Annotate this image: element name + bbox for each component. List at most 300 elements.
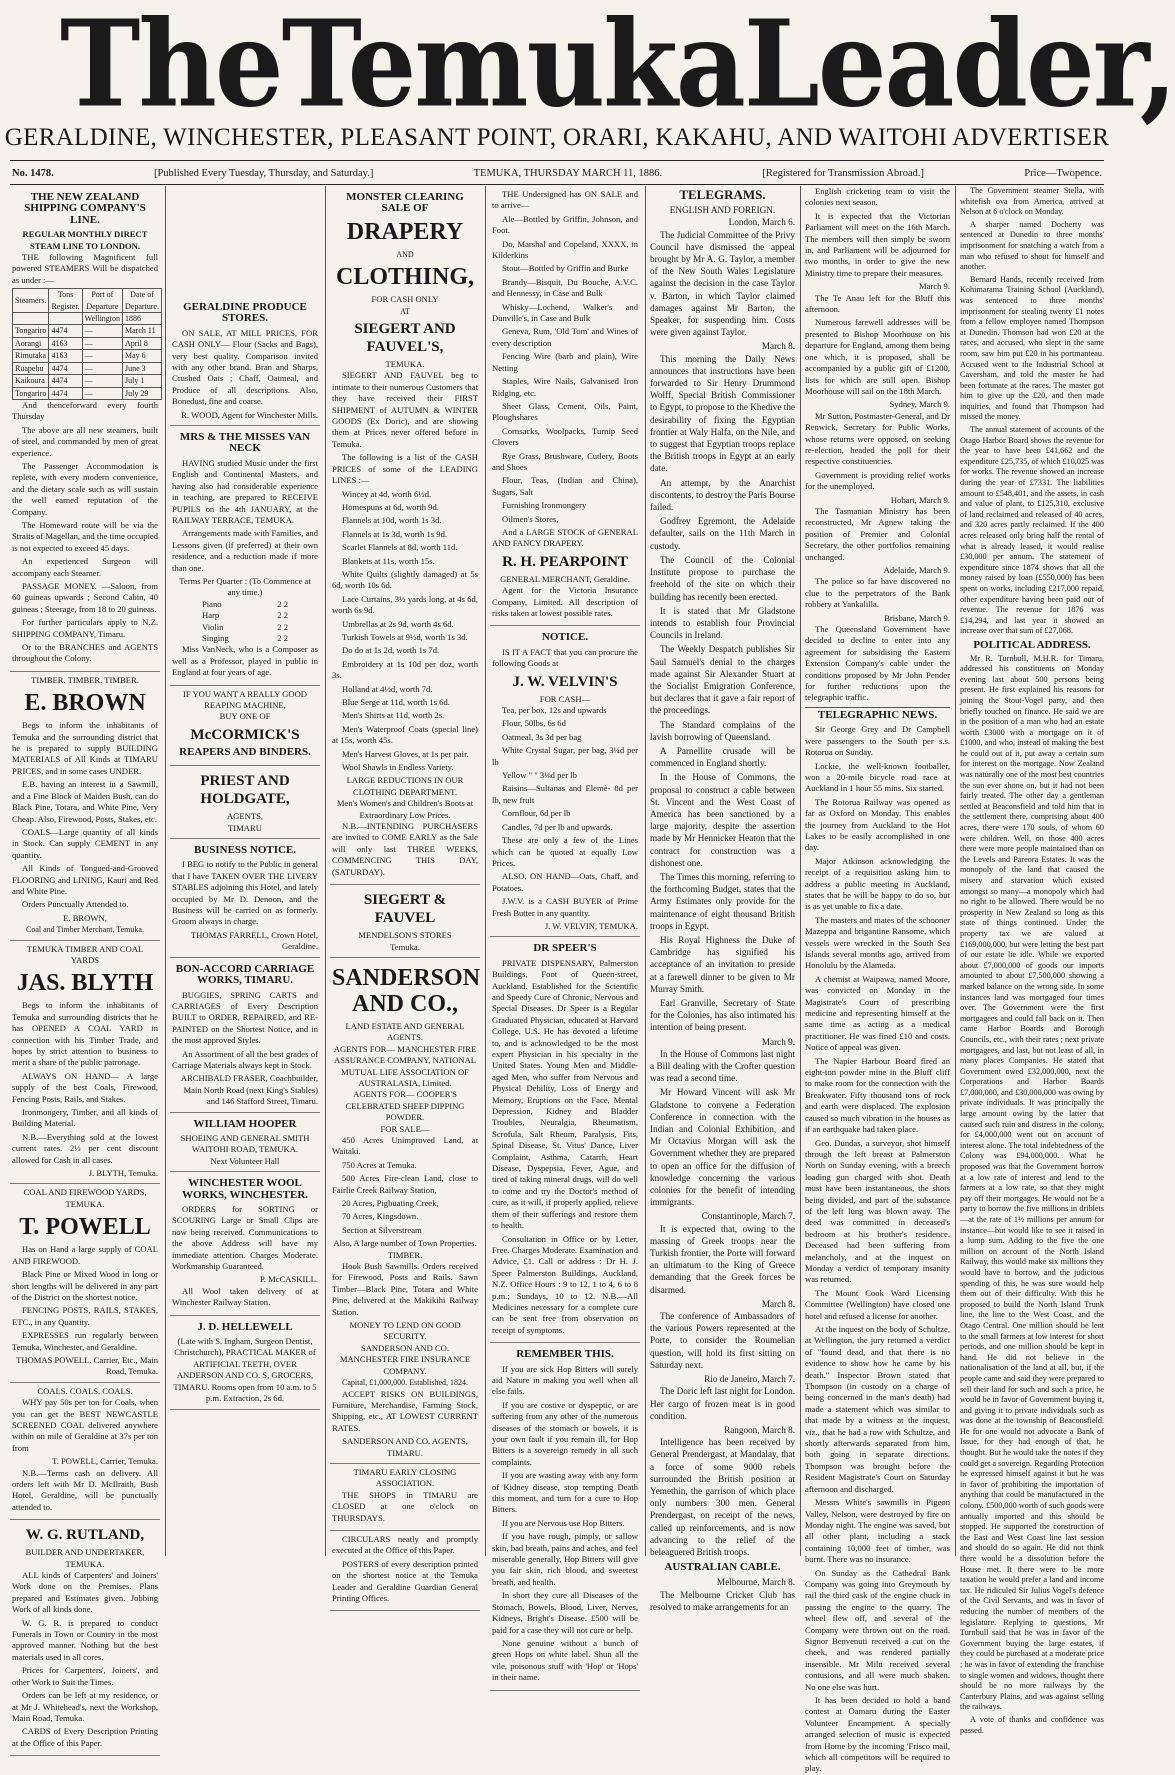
news-text: Godfrey Egremont, the Adelaide defaulter, sails on the 11th March in custody. [650,516,795,551]
news-item [650,1576,795,1613]
table-row: Kaikoura 4474 — July 1 [13,375,162,387]
ad-text: CIRCULARS neatly and promptly executed at the Office of this Paper. [332,1533,478,1556]
ad-text: If you are costive or dyspeptic, or are suffering from any other of the numerous diseases of the stomach or bowels, it is your own fault if you remain ill, for Hop Bitters is a sovereign remedy in all such complaints. [492,1399,638,1467]
news-text: The Te Anau left for the Bluff this afternoon. [805,292,950,315]
ad-text: Hook Bush Sawmills. Orders received for Firewood, Posts and Rails. Sawn Timber—Black Pine, Totara and White Pine, delivered at the Makikihi Railway Station. [332,1261,478,1317]
news-text: Government is providing relief works for the unemployed. [805,469,950,492]
ad-text: ON SALE, AT MILL PRICES, FOR CASH ONLY— Flour (Sacks and Bags), very best quality. Comparison invited with any other brand. Bran and Sharps, Crushed Oats ; Chaff, Oatmeal, and Produce of all descriptions. Also, Bonedust, fine and coarse. [172,327,318,407]
ad-text: IS IT A FACT that you can procure the following Goods at [492,646,638,669]
price-row: Harp 2 2 [202,610,288,621]
list-item: Wincey at 4d, worth 6½d. [342,488,432,499]
column-5 [650,186,795,1612]
ad-text: ACCEPT RISKS ON BUILDINGS, Furniture, Merchandise, Farming Stock, Shipping, etc., AT LOWEST CURRENT RATES. [332,1388,478,1433]
ad-text: PRIVATE DISPENSARY, Palmerston Buildings, Foot of Queen-street, Auckland. Established for the Scientific and Speedy Cure of Chronic, Nervous and Special Diseases. Dr Speer is a Regular Graduated Physician, educated at Harvard College, U.S. He has devoted a lifetime to, and is acknowledged to be the most expert Physician in his specialty in the United States. Young Men and Middle-aged Men, who suffer from Nervous and Physical Debility, Loss of Energy and Memory, Eruptions on the Face, Mental Depression, Kidney and Bladder Troubles, Neuralgia, Rheumatism, Scrofula, Salt Rheum, Paralysis, Fits, Spinal Disease, St. Vitus' Dance, Liver Complaint, Asthma, Catarrh, Heart Disease, Dyspepsia, Fever, Ague, and tired of taking mineral drugs, will do well to come and try the Doctor's method of cure, as it will, if properly applied, relieve them of their sufferings and restore them to health. [492,957,638,1231]
ad-text: Men's Women's and Children's Boots at Extraordinary Low Prices. [336,798,474,820]
ad-heading: BON-ACCORD CARRIAGE WORKS, TIMARU. [175,962,315,987]
news-item [650,643,795,716]
section-heading: POLITICAL ADDRESS. [973,638,1091,651]
news-text: The Mount Cook Ward Licensing Committee (Wellington) have closed one hotel and refused a license for another. [805,1287,950,1321]
ad-signature: J. W. VELVIN, TEMUKA. [544,920,638,931]
ad-text: None genuine without a bunch of green Hops on white label. Shun all the vile, poisonous stuff with 'Hop' or 'Hops' in their name. [492,1637,638,1683]
list-item: Turkish Towels at 9½d, worth 1s 3d. [342,631,468,642]
list-item: Scarlet Flannels at 8d, worth 11d. [342,542,458,553]
news-item [650,1373,795,1422]
table-header: Date of Departure. [123,289,162,313]
advertiser-name: E. BROWN [24,690,146,717]
ad-text: ALSO, ON HAND—Oats, Chaff, and Potatoes. [492,871,638,893]
ad-headline: CLOTHING, [335,264,475,291]
table-row: Ruapehu 4474 — June 3 [13,362,162,374]
news-dateline: London, March 6. [728,217,795,228]
news-text: The Melbourne Cricket Club has resolved to make arrangements for an [650,1589,795,1612]
priest-holdgate-ad [170,766,320,839]
news-text: Intelligence has been received by General Prendergast, at Mandalay, that a force of some 9000 rebels surrounded the British position at Yemethin, the garrison of which place only numbers 300 men. General Prendergast, on receipt of the news, called up reinforcements, and is now advancing to the relief of the beleaguered British troops. [650,1437,795,1557]
ad-text: FENCING POSTS, RAILS, STAKES, ETC., in any Quantity. [12,1305,158,1327]
ad-place: TEMUKA. [385,359,425,370]
ad-text: Begs to inform the inhabitants of Temuka and the surrounding district that he is prepared to supply BUILDING MATERIALS of All Kinds at TIMARU PRICES, and in some cases UNDER. [12,720,158,776]
news-text: Numerous farewell addresses will be presented to Bishop Moorhouse on his departure for England, among them being one which, it is proposed, shall be accompanied by a public gift of £1200, lists for which are still open. Bishop Moorhouse will sail on the 18th March. [805,317,950,396]
table-row: Rimutaka 4163 — May 6 [13,350,162,362]
advertiser-name: JAS. BLYTH [16,970,154,997]
news-dateline: March 8. [761,341,795,352]
ad-text: EXPRESSES run regularly between Temuka, Winchester, and Geraldine. [12,1330,158,1352]
list-item: Furnishing Ironmongery [502,500,587,511]
ad-text: Next Volunteer Hall [210,1155,280,1166]
news-text: His Royal Highness the Duke of Cambridge has signified his acceptance of an invitation to preside at a farewell dinner to be given to Mr Murray Smith. [650,934,795,994]
section-heading: AUSTRALIAN CABLE. [664,1561,781,1574]
ad-text: AGENTS FOR— MANCHESTER FIRE ASSURANCE COMPANY, NATIONAL MUTUAL LIFE ASSOCIATION OF AUSTRALASIA, Limited. [333,1043,477,1088]
news-text: The Queensland Government have decided to decline to enter into any agreement for subsidising the Eastern Extension Company's cable under the conditions proposed by Mr John Pender for further reductions upon the telegraphic traffic. [805,624,950,703]
news-text: Earl Granville, Secretary of State for the Colonies, has also intimated his intention of being present. [650,998,795,1033]
ad-text: All Wool taken delivery of at Winchester Railway Station. [172,1285,318,1308]
ad-heading: BUSINESS NOTICE. [193,844,297,857]
column-rule [485,186,486,1556]
velvin-ad [490,626,640,937]
ad-kicker: TIMBER. TIMBER. TIMBER. [31,674,139,685]
news-text: The conference of Ambassadors of the various Powers represented at the Porte, to consider the Roumelian question, will hold its first sitting on Saturday next. [650,1311,795,1370]
divider [10,184,1104,185]
list-item: Whisky—Lochend, Walker's and Dunville's, in Case and Bulk [492,301,638,324]
ad-subheading: AGENTS, [226,811,264,822]
ad-text: BUGGIES, SPRING CARTS and CARRIAGES of Every Description BUILT to ORDER, REPAIRED, and RE-PAINTED on the Shortest Notice, and in the most approved Styles. [172,989,318,1046]
ad-text: The following is a list of the CASH PRICES of some of the LEADING LINES :— [332,452,478,486]
sanderson-ad [330,958,480,1464]
ad-text: MONEY TO LEND ON GOOD SECURITY. [349,1320,461,1342]
news-text: The Council of the Colonial Institute propose to purchase the freehold of the site on which their building has recently been erected. [650,554,795,602]
ad-text: Or to the BRANCHES and AGENTS throughout the Colony. [12,642,158,664]
list-item: White Quilts (slightly damaged) at 5s 6d, worth 10s 6d. [332,568,478,591]
ad-text: In short they cure all Diseases of the Stomach, Bowels, Blood, Liver, Nerves, Kidneys, Bright's Disease. £500 will be paid for a case they will not cure or help. [492,1590,638,1635]
news-text: The Napier Harbour Board fired an eight-ton powder mine in the Bluff cliff to make room for the connection with the Breakwater. Fifty thousand tons of rock and earth were displaced. The explosion caused so much vibration in the houses as if an earthquake had taken place. [805,1055,950,1135]
ad-text: J.W.V. is a CASH BUYER of Prime Fresh Butter in any quantity. [492,896,638,918]
ad-signature: R. WOOD, Agent for Winchester Mills. [181,409,318,420]
advertiser-name: W. G. RUTLAND, [25,1527,145,1544]
price-row: Singing 2 2 [202,632,288,643]
news-text: A Parnellite crusade will be commenced in England shortly. [650,745,795,769]
ad-text: Has on Hand a large supply of COAL AND FIREWOOD. [12,1244,158,1266]
ad-text: Arrangements made with Families, and Lessons given (if preferred) at their own residence, and a reduction made if more than one. [172,528,318,573]
news-dateline: March 9. [918,281,950,292]
news-dateline: March 9. [761,1036,795,1047]
ad-text: An Assortment of all the best grades of Carriage Materials always kept in Stock. [172,1048,318,1070]
ad-text: THE SHOPS in TIMARU are CLOSED at one o'clock on THURSDAYS. [332,1489,478,1523]
news-text: At the inquest on the body of Schultze, at Wellington, the jury returned a verdict of "found dead, and that there is no evidence to show how he came by his death." Inspector Brown stated that Thompson (in custody on a charge of being concerned in the man's death) had made a statement which was similar to that made by a witness at the inquest, viz., that he had a row with Schultze, and shortly afterwards separated from him, both going in separate directions. Thompson was brought before the Resident Magistrate's Court on Saturday afternoon and discharged. [805,1324,950,1494]
news-text: Mr R. Turnbull, M.H.R. for Timaru, addressed his constituents on Monday evening last about 500 persons being present. He first explained his reasons for joining the Stout-Vogel party, and then briefly touched on finance. He said we are in the position of a man who had an estate worth £3000 with a mortgage on it of £1000, and who, instead of making the best he could out of it, put away a certain sum for interest on the mortgage. Now Zealand was naturally one of the most best countries the sun ever shone on, but it had not been fairly treated. The other day a gentleman settled at Beaconsfield and told him that in the settlement there, comprising about 400 acres, there were 170 souls, of whom 60 were children. Well, on those 400 acres there were more people maintained than on the Levels and Pareora Estates. It was the monopoly of the land that caused the misery and starvation which existed amongst so many—a monopoly which had no right to be allowed. There would be no prosperity in New Zealand so long as this state of things continued. Under the property tax we are valued at £169,000,000, but were letting the best part of our estate lie idle. While we exported about £7,000,000 of goods our imports amounted to about £7,500,000 showing a marked balance on the wrong side. In some instances land was mortgaged four times over. The Government were the first mortgagees and could fall back on it. Then came Harbor Boards and Borough Councils, etc., with their rates ; next private mortgagees, and last, but not least of all, in many places Companies. He stated that Government owed £32,000,000, next the Corporations and Harbor Boards £7,000,000, and £30,000,000 was owing by private individuals. It was principally the large amount owing by the latter that caused such ruin and distress in the colony, for £4,000,000 went out on account of interest alone. The total indebtedness of the Colony was £94,000,000. What he proposed was that the Government borrow at a low rate of interest and lend to the farmers at a low rate, so that they might pay off their mortgages. He would not be a party to borrow the five millions in driblets—at the rate of 1½ millions per annum for instance—but would like to see it raised in a lump sum. Adding to the five the one million on account of the North Island Railway, this would make six millions they would have to borrow, and the judicious spending of this, he was sure would help them out of their difficulty. With this he proposed to build the North Island Trunk line, the line to the West Coast, and the Otago Central. One million should be lent to the small farmers at low interest for short periods, and one million should be kept in hand. He did not believe in the nationalisation of the land at all, but, if the people came and said they were prepared to sell their land for such and such a price, he would be in favor of Government buying it, and giving it to private individuals such as was done at the township of Beaconsfield. He for one would not advocate a Bank of Issue, for they had enough of that, he thought. But he would take the notes if they could get a sovereign. Regarding Protection he expressed himself against it but he was in favor of prohibiting the importation of anything that could be manufactured in the colony. £500,000 worth of such goods were annually imported and this should be stopped. He supported the construction of the East and West Coast line last session and should do so again. He did not think there would be a dissolution before the House met. It there were to be more taxation he would prefer a land and income tax. He ridiculed Sir Julius Vogel's defence of the Civil Servants, and was in favor of reducing the number of members of the legislature. Replying to questions, Mr Turnbull said that he was in favor of the Government buying the large estates, if they could be purchased at a moderate price ; he was in favor of extending the franchise to single women and widows, thought there should be no more railways by the Canterbury Plains, and was against selling the railways. [960,653,1104,1712]
ad-subheading: BUILDER AND UNDERTAKER, TEMUKA. [25,1547,145,1569]
news-text: An attempt, by the Anarchist discontents, to destroy the Paris Bourse failed. [650,477,795,513]
rutland-ad [10,1520,160,1756]
ad-text: W. G. R. is prepared to conduct Funerals in Town or Country in the most approved manner. Nothing but the best materials used in all cores. [12,1617,158,1662]
news-text: This morning the Daily News announces that instructions have been forwarded to Sir Henry Drummond Wolff, Special British Commissioner to Egypt, to propose to the Khedive the desirability of fixing the Egyptian frontier at Waly Halfa, on the Nile, and to suggest that Egyptian troops replace the British troops in Egypt at an early date. [650,353,795,474]
advertiser-name: SIEGERT & FAUVEL [363,892,447,927]
list-item: Wool Shawls in Endless Variety. [342,762,454,773]
powell-ad [10,1184,160,1382]
ad-signature: E. BROWN, [63,912,107,923]
coals-ad [10,1383,160,1520]
news-text: The annual statement of accounts of the Otago Harbor Board shows the revenue for the year to have been £41,662 and the expenditure £25,735, of which £10,025 was for works. The revenue showed an increase during the year of £7331. The liabilities amount to £548,401, and the assets, in cash and value of plant, to £125,310, exclusive of land reclaimed and released of 40 acres, and 320 acres partly reclaimed. If the 400 acres released only bring half the rental of what is already leased, it would realise £30,000 per annum. The statement of expenditure since 1874 shows that all the money raised by loan (£550,000) has been spent on works, including £217,000 repaid, other expenditure having been paid out of revenue. The revenue for 1876 was £14,294, and last year it showed an increase over that sum of £27,068. [960,425,1104,636]
column-2 [170,186,320,1556]
circulars-ad [330,1531,480,1611]
news-item [650,934,795,995]
advertiser-name: J. D. HELLEWELL [197,1320,293,1333]
ad-text: Orders Punctually Attended to. [22,899,129,910]
news-text: A vote of thanks and confidence was passed. [960,1714,1104,1735]
dr-speer-ad [490,937,640,1343]
ad-text: Miss VanNeck, who is a Composer as well as a Professor, played in public in England at four years of age. [172,644,318,678]
news-text: The masters and mates of the schooner Mazeppa and brigantine Ransome, which vessels were wrecked in the South Sea Islands several months ago, arrived from Honolulu by the Alameda. [805,914,950,971]
list-item: Men's Shirts at 11d, worth 2s. [342,710,445,721]
ad-kicker: COALS. COALS. COALS. [37,1385,133,1396]
sailing-table [12,288,162,400]
table-header: Steamers. [13,289,49,313]
ad-signature: SANDERSON AND CO. [360,1342,450,1353]
news-text: It is expected that the Victorian Parliament will meet on the 16th March. The members will then simply be sworn in, and Parliament will be adjourned for two months, in order to give the new Ministry time to prepare their measures. [805,210,950,278]
ad-text: ALL kinds of Carpenters' and Joiners' Work done on the Premises. Plans prepared and Estimates given. Jobbing Work of all kinds done. [12,1570,158,1615]
ad-text: ALWAYS ON HAND— A large supply of the best Coals, Firewood, Fencing Posts, Rails, and Stakes. [12,1070,158,1104]
column-3 [330,186,481,1603]
list-item: Candles, 7d per lb and upwards. [502,821,613,832]
blyth-ad [10,941,160,1185]
news-dateline: Hobart, March 9. [890,494,950,505]
ad-text: The Homeward route will be via the Straits of Magellan, and the time occupied is not expected to exceed 45 days. [12,519,158,553]
news-item [805,211,950,279]
column-rule [800,186,801,1556]
list-item: Holland at 4½d, worth 7d. [342,683,433,694]
news-item [650,554,795,603]
ad-text: LARGE REDUCTIONS IN OUR CLOTHING DEPARTMENT. [346,775,464,797]
news-item [805,495,950,563]
ad-text: Agent for the Victoria Insurance Company, Limited. All description of risks taken at lowest possible rates. [492,585,638,618]
news-item [650,771,795,869]
ad-text: FOR CASH— [539,693,591,704]
news-text: It has been decided to hold a band contest at Oamaru during the Easter Volunteer Encampment. A specially arranged selection of music is expected from Home by the incoming 'Frisco mail, which all competitors will be required to play. [805,1695,950,1774]
table-header: Tons Register. [49,289,82,313]
section-subheading: ENGLISH AND FOREIGN. [669,205,776,216]
ad-intro: THE following Magnificent full powered STEAMERS Will be dispatched as under :— [12,252,158,285]
news-item [650,745,795,769]
list-item: 70 Acres, Kingsdown. [342,1211,419,1222]
news-text: The Judicial Committee of the Privy Council have dismissed the appeal brought by Mr A. G. Taylor, a member of the New South Wales Legislature against the decision in the case Taylor v. Barton, in which Taylor claimed damages against Mr Barton, the Speaker, for suspending him. Costs were given against Taylor. [650,229,795,338]
ad-text: TIMBER. [387,1249,423,1260]
ad-text: AGENTS FOR— COOPER'S CELEBRATED SHEEP DIPPING POWDER. [345,1089,465,1123]
ad-text: POSTERS of every description printed on the shortest notice at the Temuka Leader and Geraldine Guardian General Printing Offices. [332,1558,478,1603]
ad-heading: WINCHESTER WOOL WORKS, WINCHESTER. [181,1177,309,1201]
early-closing-ad [330,1464,480,1531]
list-item: Yellow " " 3⅛d per lb [502,770,577,781]
ad-heading: THE NEW ZEALAND SHIPPING COMPANY'S LINE. [24,191,146,226]
news-dateline: Brisbane, March 9. [884,612,950,623]
advertiser-name: SIEGERT AND FAUVEL'S, [354,321,456,356]
ad-text: Prices for Carpenters', Joiners', and other Work to Suit the Times. [12,1665,158,1687]
section-heading: TELEGRAMS. [679,187,766,202]
news-text: It is stated that Mr Gladstone intends to establish four Provincial Councils in Ireland. [650,605,795,641]
list-item: Flour, 50lbs, 6s 6d [502,718,566,729]
ad-text: N.B.—Everything sold at the lowest current rates. 2½ per cent discount allowed for Cash in all cases. [12,1131,158,1165]
news-dateline: Adelaide, March 9. [883,565,950,575]
news-text: A chemist at Waipawa, named Moore, was convicted on Monday in the Magistrate's Court of prescribing medicine and representing himself at the same time as acting as a medical practitioner. He was fined £10 and costs. Notice of appeal was given. [805,973,950,1053]
news-text: A sharper named Docherty was sentenced at Dunedin to three months' imprisonment for snatching a watch from a man who refused to shout for himself and another. [960,219,1104,272]
ad-subheading: REAPERS AND BINDERS. [179,745,311,758]
ad-subheading: LAND ESTATE AND GENERAL AGENTS. [345,1020,465,1043]
ad-signature: SANDERSON AND CO. AGENTS, TIMARU. [342,1436,468,1458]
list-item: Oatmeal, 3s 3d per bag [502,731,582,742]
list-item: Flannels at 10d, worth 1s 3d. [342,515,442,526]
ad-text: FOR CASH ONLY [371,294,439,305]
mendelson-ad [330,885,480,958]
ad-signature: Coal and Timber Merchant, Temuka. [26,925,144,935]
list-item: Fencing Wire (barb and plain), Wire Netting [492,351,638,373]
ad-text: Black Pine or Mixed Wood in long or short lengths will be delivered in any part of the District on the shortest notice. [12,1269,158,1302]
list-item: White Crystal Sugar, per bag, 3¼d per lb [492,745,638,767]
ad-text: Begs to inform the inhabitants of Temuka and surrounding districts that he has OPENED A COAL YARD in connection with his Timber Trade, and hopes by strict attention to business to merit a share of the public patronage. [12,1000,158,1068]
departure-port: Wellington [82,313,122,325]
news-item [805,613,950,704]
ad-text: The Passenger Accommodation is replete, with every modern convenience, and the dietary scale such as will sustain the well earned reputation of the Company. [12,460,158,517]
price-row: Piano 2 2 [202,598,288,609]
ad-text: For further particulars apply to N.Z. SHIPPING COMPANY, Timaru. [12,617,158,639]
hop-bitters-ad [490,1343,640,1690]
column-rule [165,186,166,1556]
list-item: THE Undersigned has ON SALE and to arrive— [492,189,638,211]
advertiser-name: WILLIAM HOOPER [193,1117,297,1130]
ad-heading: MRS & THE MISSES VAN NECK [179,431,311,455]
news-item [805,399,950,467]
news-item [805,317,950,397]
clearing-sale-ad [330,186,480,885]
news-dateline: March 8. [761,1298,795,1309]
table-header: Port of Departure [82,289,122,313]
list-item: 750 Acres at Temuka. [342,1159,417,1170]
hellewell-ad [170,1316,320,1410]
list-item: Do, Marshal and Copeland, XXXX, in Kilderkins [492,238,638,261]
ad-kicker: TEMUKA TIMBER AND COAL YARDS [26,943,144,965]
shipping-ad [10,186,160,672]
news-text: On Sunday as the Cathedral Bank Company was going into Greymouth by rail the third cask of the engine chuck in passing the engine to the quarry. The wheel flew off, and several of the Company were thrown out on the road. Signor Benvenuti received a cut on the cheek, and was rendered partially insensible. Mr Miln received several contusions, and all were much shaken. No one else was hurt. [805,1567,950,1692]
ad-heading: REMEMBER THIS. [516,1348,614,1361]
ad-signature: THOMAS POWELL. Carrier, Etc., Main Road, Temuka. [16,1354,158,1377]
list-item: Men's Harvest Gloves, at 1s per pair. [342,748,469,759]
list-item: Embroidery at 1s 10d per doz, worth 3s. [332,658,478,681]
ad-text: COALS—Large quantity of all kinds in Stock. Can supply CEMENT in any quantity. [12,826,158,860]
news-item [650,340,795,474]
ad-heading: NOTICE. [541,631,589,644]
news-item [650,1036,795,1085]
news-item [650,1298,795,1371]
pearpoint-ad [490,186,640,626]
news-text: Sir George Grey and Dr Campbell were passengers to the South per s.s. Rotorua on Sunday. [805,724,950,758]
ad-heading: TIMARU EARLY CLOSING ASSOCIATION. [353,1466,457,1489]
advertiser-name: McCORMICK'S [190,726,300,743]
column-7 [960,186,1104,1735]
column-6 [805,186,950,1774]
ad-text: An experienced Surgeon will accompany each Steamer. [12,556,158,578]
issue-number: No. 1478. [12,168,54,179]
news-text: Mr Sutton, Postmaster-General, and Dr Renwick, Secretary for Public Works, whose returns were opposed, on seeking re-election, headed the poll for their respective constituencies. [805,410,950,467]
news-dateline: Sydney, March 9. [889,399,950,410]
list-item: Blue Serge at 11d, worth 1s 6d. [342,697,450,707]
ad-text: IF YOU WANT A REALLY GOOD REAPING MACHINE, [183,688,307,710]
news-item [650,515,795,552]
list-item: Homespuns at 6d, worth 9d. [342,501,439,512]
newspaper-title [0,0,1175,135]
list-item: Sheet Glass, Cement, Oils, Paint, Ploughshares [492,400,638,423]
ad-signature: P. McCASKILL. [259,1274,318,1285]
ad-text: And thenceforward every fourth Thursday [12,399,158,422]
news-text: Bernard Hands, recently received from Kohimarama Training School (Auckland), was sentenced to three months' imprisonment for stealing twenty £1 notes from a fellow employee named Thompson at Dunedin. Thomson had won £20 at the races, and accused, who slept in the same room, saw him put £20 in his portmanteau. Accused went to the Industrial School at Caversham, and told the master he had been fortunate at the races. The master got him to give up the £20, and then made inquiries, and found that Thompson had missed the money. [960,274,1104,422]
ad-text: The above are all new steamers, built of steel, and commanded by men of great experience. [12,424,158,458]
list-item: Lace Curtains, 3½ yards long, at 4s 6d, worth 6s 9d. [332,593,478,616]
section-heading: TELEGRAPHIC NEWS. [805,707,950,721]
list-item: Raisins—Sultanas and Elemè- 8d per lb, new fruit [492,783,638,805]
ad-headline: DRAPERY [346,218,464,245]
column-rule [325,186,326,1556]
list-item: Section at Silverstream [342,1224,422,1235]
ad-text: Consultation in Office or by Letter, Free. Charges Moderate. Examination and Advice, £1. Call or address : Dr H. J. Speer Palmerston Buildings, Auckland, N.Z. Office Hours : 9 to 12, 1 to 4, 6 to 8 p.m.; Sundays, 10 to 12. N.B.—All Medicines necessary for a complete cure can be sent free from observation on receipt of symptoms. [492,1233,638,1335]
ad-text: If you are sick Hop Bitters will surely aid Nature in making you well when all else fails. [492,1363,638,1397]
advertiser-name: T. POWELL [19,1214,151,1241]
ad-text: These are only a few of the Lines which can be quoted at equally Low Prices. [492,835,638,868]
list-item: Brandy—Bisquit, Du Bouche, A.V.C. and Hennessy, in Case and Bulk [492,276,638,299]
news-item [805,186,950,209]
news-item [650,1086,795,1208]
price: Price—Twopence. [1024,168,1102,179]
mccormick-ad [170,686,320,767]
advertiser-name: J. W. VELVIN'S [512,673,618,690]
ad-signature: J. BLYTH, Temuka. [88,1168,158,1179]
list-item: Cornsacks, Woolpacks, Turnip Seed Clovers [492,425,638,448]
news-text: The police so far have discovered no clue to the perpetrators of the Bank robbery at Yankalilla. [805,576,950,610]
ad-text: AND [396,249,414,259]
column-rule [955,186,956,1556]
ad-text: ORDERS for SORTING or SCOURING Large or Small Clips are now being received. Communications to the above Address will have my immediate attention. Charges Moderate. Workmanship Guaranteed. [172,1204,318,1272]
ad-text: CARDS of Every Description Printing at the Office of this Paper. [12,1726,158,1748]
bon-accord-ad [170,958,320,1113]
list-item: Do do at 1s 2d, worth 1s 7d. [342,645,440,656]
list-item: Umbrellas at 2s 9d, worth 4s 6d. [342,618,454,629]
list-item: Staples, Wire Nails, Galvanised Iron Ridging, etc. [492,376,638,398]
ad-text: Orders can be left at my residence, or at Mr J. Whitehead's, next the Workshop, Main Road, Temuka. [12,1690,158,1723]
table-row: Aorangi 4163 — April 8 [13,337,162,349]
ad-text: PASSAGE MONEY. —Saloon, from 60 guineas upwards ; Second Cabin, 40 guineas ; Steerage, from 18 to 20 guineas. [12,581,158,614]
advertiser-name: PRIEST AND HOLDGATE, [200,773,290,808]
columns [10,186,1104,1774]
news-text: Messrs White's sawmills in Pigeon Valley, Nelson, were destroyed by fire on Monday night. The engine was saved, but all other plant, including a stack containing 10,000 feet of timber, was burnt. There was no insurance. [805,1497,950,1565]
list-item: Tea, per box, 12s and upwards [502,705,607,716]
ad-text: WHY pay 50s per ton for Coals, when you can get the BEST NEWCASTLE SCREENED COAL delivered anywhere within on mile of Geraldine at 37s per ton from [12,1397,158,1453]
title-word: Temuka [281,0,744,135]
registration-note: [Registered for Transmission Abroad.] [762,168,924,179]
newspaper-subtitle: GERALDINE, WINCHESTER, PLEASANT POINT, ORARI, KAKAHU, AND WAITOHI ADVERTISER [4,124,1110,151]
news-text: The Tasmanian Ministry has been reconstructed, Mr Agnew taking the position of Premier and Colonial Secretary, the other portfolios remaining unchanged. [805,505,950,562]
ad-subheading: SHOEING AND GENERAL SMITH WAITOHI ROAD, TEMUKA. [180,1132,310,1155]
news-text: In the House of Commons last night a Bill dealing with the Crofter question was read a second time. [650,1048,795,1084]
ad-text: BUY ONE OF [219,711,271,722]
news-text: English cricketing team to visit the colonies next season. [805,186,950,208]
ad-subheading: MENDELSON'S STORES [358,930,452,941]
list-item: Blankets at 11s, worth 15s. [342,555,435,566]
ad-heading: DR SPEER'S [533,942,597,955]
ad-text: I BEG to notify to the Public in general that I have TAKEN OVER THE LIVERY STABLES adjoining this Hotel, and lately occupied by Mr D. Denoon, and the Business will be carried on as formerly. Groom always in charge. [172,859,318,927]
news-text: It is expected that, owing to the massing of Greek troops near the Turkish frontier, the Porte will forward an ultimatum to the King of Greece demanding that the Greek forces be disarmed. [650,1223,795,1295]
news-item [805,281,950,315]
wool-works-ad [170,1172,320,1315]
van-neck-ad [170,426,320,686]
ad-subheading: GENERAL MERCHANT, Geraldine. [500,573,630,584]
news-dateline: Melbourne, March 8. [716,1577,795,1588]
news-text: Geo. Dundas, a surveyor, shot himself through the left breast at Palmerston North on Sunday evening, with a breech loading gun charged with shot. Death must have been instantaneous, the shots being divided, and part of the substance of the left lung was blown away. The deed was committed in deceased's bedroom at his brother's residence. Deceased had been suffering from melancholy, and at the inquest on Monday a verdict of temporary insanity was returned. [805,1137,950,1285]
ad-text: Ironmongery, Timber, and all kinds of Building Material. [12,1107,158,1129]
news-text: The Doric left last night for London. Her cargo of frozen meat is in good condition. [650,1386,795,1421]
column-4 [490,186,640,1683]
hooper-ad [170,1113,320,1173]
ad-heading: MONSTER CLEARING SALE OF [346,191,464,215]
news-dateline: Constantinople, March 7. [701,1211,795,1222]
news-item [805,565,950,611]
list-item: Men's Waterproof Coats (special line) at 15s, worth 45s. [332,723,478,746]
list-item: Stout—Bottled by Griffin and Burke [502,263,629,274]
news-item [650,216,795,338]
table-row: Tongariro 4474 — March 11 [13,325,162,337]
list-item: 20 Acres, Pigbuating Creek, [342,1198,439,1208]
ad-text: AT [400,306,410,316]
news-item [805,470,950,493]
news-item [650,997,795,1034]
advertiser-name: R. H. PEARPOINT [502,553,628,570]
column-rule [645,186,646,1556]
news-text: Major Atkinson acknowledging the receipt of a requisition asking him to address a public meeting in Auckland, states that he will be happy to do so, but is as yet unable to fix a date. [805,855,950,912]
news-text: Lockie, the well-known footballer, won a 20-mile bicycle road race at Auckland in 1 hour 55 mins. Six started. [805,760,950,794]
list-item: Flannels at 1s 3d, worth 1s 9d. [342,528,448,539]
table-row: Tongariro 4474 — July 29 [13,387,162,399]
ad-text: If you have rough, pimply, or sallow skin, bad breath, pains and aches, and feel miserable generally, Hop Bitters will give you fair skin, rich blood, and sweetest breath, and health. [492,1531,638,1587]
news-dateline: Rio de Janeiro, March 7. [704,1374,795,1385]
ad-subheading: REGULAR MONTHLY DIRECT STEAM LINE TO LONDON. [22,229,148,251]
terms-heading: Terms Per Quarter : (To Commence at any time.) [179,575,311,598]
column-1 [10,186,160,1748]
list-item: Oilmen's Stores, [502,513,559,524]
divider [10,160,1104,161]
ad-text: If you are Nervous use Hop Bitters. [502,1517,625,1528]
ad-text: If you are wasting away with any form of Kidney disease, stop tempting Death this moment, and turn for a cure to Hop Bitters. [492,1470,638,1515]
news-text: The Government steamer Stella, with whitefish ova from America, arrived at Nelson at 6 o'clock on Monday. [960,186,1104,217]
news-text: The Standard complains of the lavish borrowing of Queensland. [650,719,795,742]
ad-text: MANCHESTER FIRE INSURANCE COMPANY. [339,1354,471,1376]
list-item: Cornflour, 6d per lb [502,808,571,819]
news-item [650,871,795,932]
title-word: The [60,0,282,135]
ad-signature: THOMAS FARRELL, Crown Hotel, Geraldine. [190,929,318,952]
ad-text: HAVING studied Music under the first English and Continental Masters, and having also had considerable experience in teaching, are prepared to RECEIVE PUPILS on the 4th JANUARY, at the RAILWAY TERRACE, TEMUKA. [172,457,318,525]
